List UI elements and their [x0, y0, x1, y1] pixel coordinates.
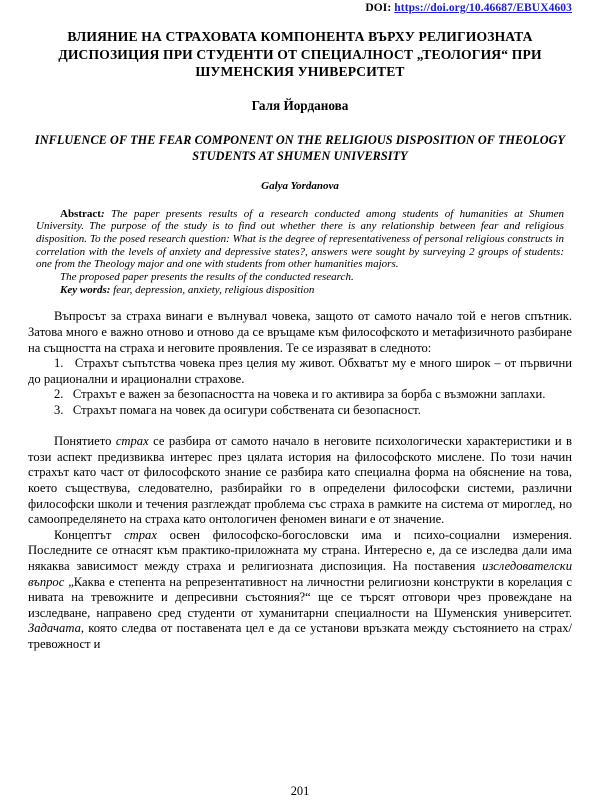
keywords-text: fear, depression, anxiety, religious disposition: [113, 283, 315, 296]
author-name-en: Galya Yordanova: [261, 179, 339, 192]
doi-label: DOI:: [365, 2, 392, 14]
list-item-number: 2.: [54, 387, 64, 402]
body-paragraph-3-part2: освен философско-богословски има и психо-социални измерения. Последните се отнасят към практико-приложната му страна. Интересно е, да се изследва дали има някаква зависимост между страха и религиозната диспозиция. На поставения: [28, 527, 573, 573]
list-item: [28, 356, 572, 387]
body-paragraph-3: [28, 528, 572, 653]
body-paragraph-3-emphasis-3: Задачата: [28, 621, 81, 636]
list-item-number: 3.: [54, 402, 64, 417]
list-item-text: Страхът е важен за безопасността на човека и го активира за борба с възможни заплахи.: [72, 387, 546, 402]
list-item: [28, 403, 572, 419]
keywords-label: Key words:: [60, 283, 111, 296]
abstract-label-separator: :: [100, 207, 105, 220]
body-paragraph-2-part1: Понятието: [54, 434, 116, 449]
page-number: 201: [290, 784, 310, 798]
abstract-second-paragraph: The proposed paper presents the results of the conducted research.: [60, 271, 354, 284]
keywords-paragraph: [36, 284, 564, 297]
body-paragraph-3-part3: „Каква е степента на репрезентативност на личностни религиозни конструкти в корелация с нивата на тревожните и депресивни състояния?“ ще се търсят отговори чрез провеждане на изследване, направено сред студенти от хуманитарни специалности на Шуменския университет.: [28, 574, 572, 620]
doi-header: [28, 0, 572, 15]
page-title-bg: ВЛИЯНИЕ НА СТРАХОВАТА КОМПОНЕНТА ВЪРХУ РЕЛИГИОЗНАТА ДИСПОЗИЦИЯ ПРИ СТУДЕНТИ ОТ СПЕЦИАЛНОСТ „ТЕОЛОГИЯ“ ПРИ ШУМЕНСКИЯ УНИВЕРСИТЕТ: [58, 29, 542, 79]
body-paragraph-2: [28, 434, 572, 528]
list-item-number: 1.: [54, 356, 64, 371]
list-item-text: Страхът помага на човек да осигури собствената си безопасност.: [72, 402, 421, 417]
body-paragraph-3-emphasis-1: страх: [124, 527, 157, 542]
author-name-bg: Галя Йорданова: [251, 97, 349, 113]
body-paragraph-2-part2: се разбира от самото начало в неговите психологически характеристики и в този аспект предизвиква интерес през цялата история на философското мислене. По този начин страхът като част от философското знание се разбира като специална форма на обяснение на това, което съществува, следователно, разбирайки го в определени философски системи, различни философски школи и течения разглеждат проблема със страха в рамките на система от мироглед, но самоопределянето на страха като онтологичен феномен винаги е от значение.: [28, 434, 572, 527]
body-paragraph-1: Въпросът за страха винаги е вълнувал човека, защото от самото начало той е негов спътник. Затова много е важно отново и отново да се връщаме към философското и метафизичното разбиране на същността на страха и неговите проявления. Те се изразяват в следното:: [28, 309, 572, 355]
list-item-text: Страхът съпътства човека през целия му живот. Обхватът му е много широк – от първични до рационални и ирационални страхове.: [28, 356, 572, 386]
body-paragraph-3-emphasis-2: изследователски въпрос: [28, 558, 572, 589]
doi-link[interactable]: https://doi.org/10.46687/EBUX4603: [394, 2, 572, 14]
page-title-en: INFLUENCE OF THE FEAR COMPONENT ON THE RELIGIOUS DISPOSITION OF THEOLOGY STUDENTS AT SHUMEN UNIVERSITY: [34, 132, 566, 163]
body-paragraph-2-emphasis-1: страх: [115, 434, 149, 449]
body-paragraph-3-part4: , която следва от поставената цел е да се установи връзката между състоянието на страх/тревожност и: [28, 621, 572, 651]
abstract-text: The paper presents results of a research conducted among students of humanities at Shumen University. The purpose of the study is to find out whether there is any relationship between fear and religious disposition. To the posed research question: What is the degree of representativeness of personal religious constructs in correlation with the levels of anxiety and depressive states?, answers were sought by surveying 2 groups of students: one from the Theology major and one with students from other humanities majors.: [36, 207, 565, 271]
abstract-label: Abstract: [60, 207, 101, 220]
body-content: [28, 309, 572, 652]
body-paragraph-3-part1: Концептът: [54, 527, 125, 542]
list-item: [28, 387, 572, 403]
abstract-paragraph: [36, 208, 564, 272]
abstract-section: [28, 208, 572, 297]
